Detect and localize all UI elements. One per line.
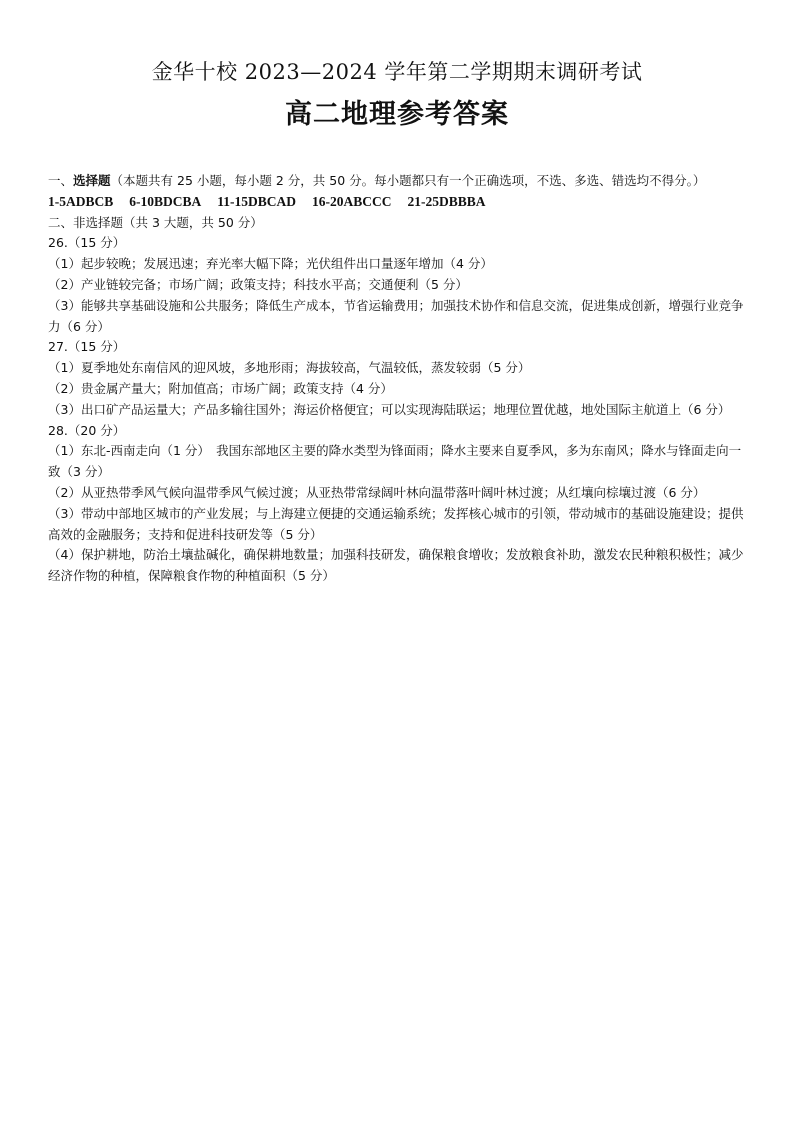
answer-group: 21-25DBBBA	[407, 193, 486, 209]
multiple-choice-answers	[48, 192, 748, 213]
q27-answer-3: （3）出口矿产品运量大；产品多输往国外；海运价格便宜；可以实现海陆联运；地理位置优越，地处国际主航道上（6 分）	[48, 401, 731, 417]
answer-group: 16-20ABCCC	[312, 193, 392, 209]
answer-group: 1-5ADBCB	[48, 193, 114, 209]
exam-title: 金华十校 2023—2024 学年第二学期期末调研考试	[151, 60, 643, 84]
q26-answer-2: （2）产业链较完备；市场广阔；政策支持；科技水平高；交通便利（5 分）	[48, 276, 468, 292]
q27-answer-1: （1）夏季地处东南信风的迎风坡，多地形雨；海拔较高，气温较低，蒸发较弱（5 分）	[48, 360, 531, 376]
q28-answer-2: （2）从亚热带季风气候向温带季风气候过渡；从亚热带常绿阔叶林向温带落叶阔叶林过渡；从红壤向棕壤过渡（6 分）	[48, 484, 706, 500]
answer-group: 6-10BDCBA	[129, 193, 202, 209]
q28-number: 28.（20 分）	[48, 422, 126, 438]
q26-answer-3: （3）能够共享基础设施和公共服务；降低生产成本，节省运输费用；加强技术协作和信息交流，促进集成创新，增强行业竞争力（6 分）	[48, 297, 744, 334]
q28-answer-1: （1）东北-西南走向（1 分） 我国东部地区主要的降水类型为锋面雨；降水主要来自夏季风，多为东南风；降水与锋面走向一致（3 分）	[48, 443, 742, 480]
q26-number: 26.（15 分）	[48, 235, 126, 251]
q27-number: 27.（15 分）	[48, 339, 126, 355]
section1-heading	[48, 171, 748, 192]
q26-answer-1: （1）起步较晚；发展迅速；弃光率大幅下降；光伏组件出口量逐年增加（4 分）	[48, 256, 493, 272]
answer-group: 11-15DBCAD	[217, 193, 297, 209]
section1-heading-label: 选择题	[73, 173, 111, 188]
q28-answer-4: （4）保护耕地，防治土壤盐碱化，确保耕地数量；加强科技研发，确保粮食增收；发放粮食补助，激发农民种粮积极性；减少经济作物的种植，保障粮食作物的种植面积（5 分）	[48, 547, 744, 584]
q27-answer-2: （2）贵金属产量大；附加值高；市场广阔；政策支持（4 分）	[48, 380, 393, 396]
section2-heading: 二、非选择题（共 3 大题，共 50 分）	[48, 214, 263, 230]
answer-content	[48, 171, 748, 587]
section1-prefix: 一、	[48, 173, 74, 188]
q28-answer-3: （3）带动中部地区城市的产业发展；与上海建立便捷的交通运输系统；发挥核心城市的引领，带动城市的基础设施建设；提供高效的金融服务；支持和促进科技研发等（5 分）	[48, 505, 744, 542]
document-title: 高二地理参考答案	[285, 99, 509, 130]
section1-description: （本题共有 25 小题，每小题 2 分，共 50 分。每小题都只有一个正确选项，不选、多选、错选均不得分。）	[110, 173, 706, 188]
